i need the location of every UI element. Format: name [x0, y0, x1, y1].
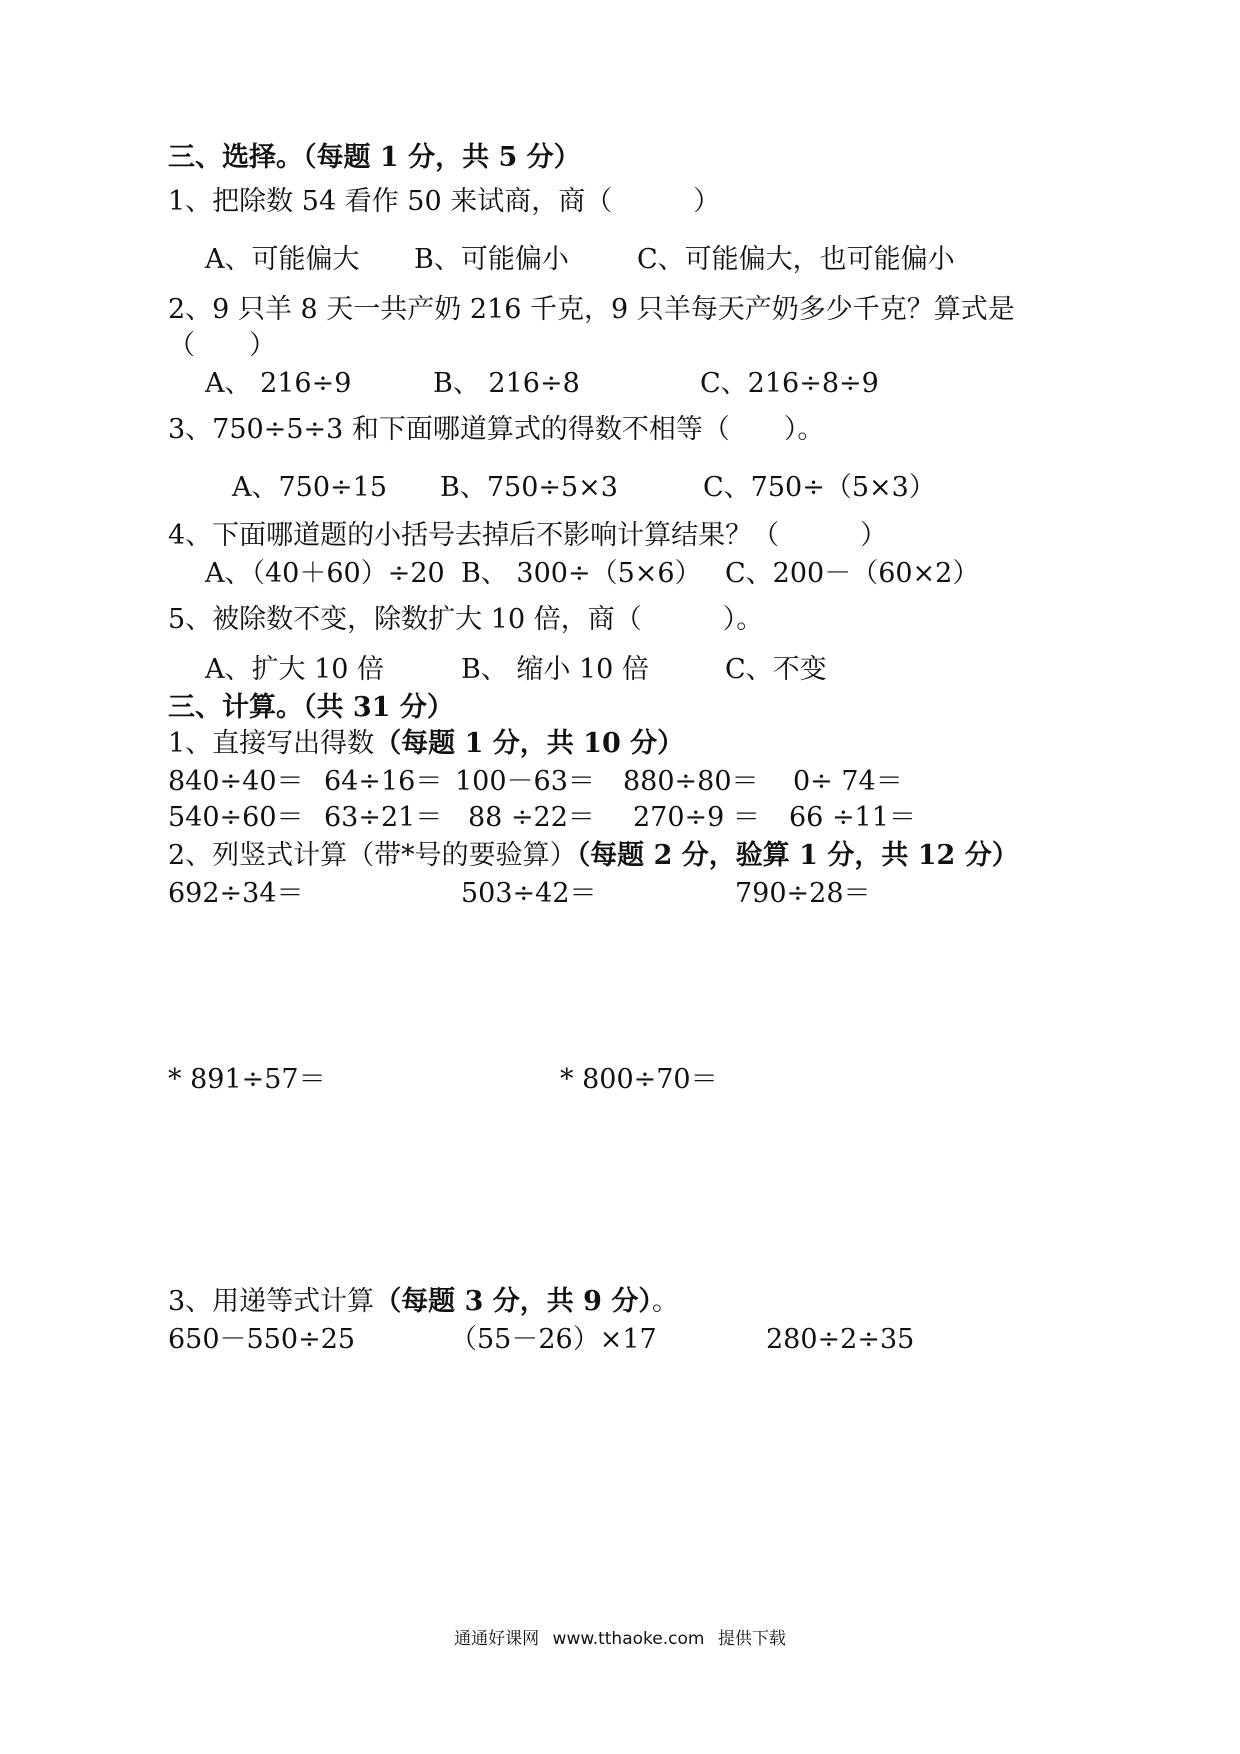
- question-4-stem: 4、下面哪道题的小括号去掉后不影响计算结果？（ ）: [168, 520, 888, 551]
- calc-part2-score: （每题 2 分，验算 1 分，共 12 分）: [576, 840, 1019, 871]
- question-2-option-b: B、 216÷8: [433, 368, 580, 399]
- oral-calc-4: 880÷80＝: [623, 766, 759, 797]
- oral-calc-6: 540÷60＝: [168, 802, 304, 833]
- question-2-option-a: A、 216÷9: [205, 368, 352, 399]
- oral-calc-9: 270÷9 ＝: [633, 802, 760, 833]
- oral-calc-8: 88 ÷22＝: [468, 802, 595, 833]
- calc-part1-score: （每题 1 分，共 10 分）: [374, 728, 685, 759]
- stepwise-calc-3: 280÷2÷35: [766, 1324, 915, 1355]
- question-5-option-b: B、 缩小 10 倍: [461, 654, 649, 685]
- footer-url[interactable]: www.tthaoke.com: [552, 1629, 705, 1649]
- question-1-option-a: A、可能偏大: [205, 244, 360, 275]
- vertical-calc-4-check: * 891÷57＝: [168, 1064, 326, 1095]
- section-choice-score: （每题 1 分，共 5 分）: [303, 142, 581, 173]
- section-choice-heading: [168, 140, 581, 176]
- oral-calc-2: 64÷16＝: [324, 766, 443, 797]
- calc-part3-heading: [168, 1284, 679, 1320]
- oral-calc-7: 63÷21＝: [324, 802, 443, 833]
- oral-calc-1: 840÷40＝: [168, 766, 304, 797]
- footer-site-name: 通通好课网: [454, 1629, 540, 1649]
- section-choice-title: 三、选择。: [168, 142, 303, 173]
- question-3-option-c: C、750÷（5×3）: [703, 472, 936, 503]
- calc-part3-score: （每题 3 分，共 9 分）: [374, 1286, 652, 1317]
- question-5-stem: 5、被除数不变，除数扩大 10 倍，商（ ）。: [168, 604, 764, 635]
- question-2-stem: 2、9 只羊 8 天一共产奶 216 千克，9 只羊每天产奶多少千克？算式是: [168, 294, 1015, 325]
- stepwise-calc-1: 650－550÷25: [168, 1324, 356, 1355]
- calc-part1-label: 1、直接写出得数: [168, 728, 375, 759]
- question-3-option-a: A、750÷15: [232, 472, 388, 503]
- calc-part2-label: 2、列竖式计算（带*号的要验算）: [168, 840, 577, 871]
- calc-part3-tail: 。: [651, 1286, 679, 1317]
- question-1-stem: 1、把除数 54 看作 50 来试商，商（ ）: [168, 186, 721, 217]
- footer: [0, 1627, 1240, 1651]
- calc-part3-label: 3、用递等式计算: [168, 1286, 375, 1317]
- question-4-option-a: A、（40＋60）÷20: [205, 558, 445, 589]
- question-1-option-b: B、可能偏小: [414, 244, 569, 275]
- section-calc-title: 三、计算。（共 31 分）: [168, 692, 454, 723]
- vertical-calc-1: 692÷34＝: [168, 878, 304, 909]
- question-3-stem: 3、750÷5÷3 和下面哪道算式的得数不相等（ ）。: [168, 414, 825, 445]
- vertical-calc-5-check: * 800÷70＝: [560, 1064, 718, 1095]
- question-4-option-c: C、200－（60×2）: [725, 558, 980, 589]
- calc-part1-heading: [168, 726, 684, 762]
- stepwise-calc-2: （55－26）×17: [450, 1324, 657, 1355]
- calc-part2-heading: [168, 838, 1019, 874]
- question-2-stem-cont: （ ）: [168, 330, 276, 361]
- question-1-option-c: C、可能偏大，也可能偏小: [637, 244, 955, 275]
- question-2-option-c: C、216÷8÷9: [700, 368, 879, 399]
- question-4-option-b: B、 300÷（5×6）: [461, 558, 702, 589]
- oral-calc-3: 100－63＝: [455, 766, 595, 797]
- oral-calc-5: 0÷ 74＝: [793, 766, 903, 797]
- question-5-option-a: A、扩大 10 倍: [205, 654, 385, 685]
- vertical-calc-3: 790÷28＝: [735, 878, 871, 909]
- footer-suffix: 提供下载: [717, 1629, 786, 1649]
- question-3-option-b: B、750÷5×3: [440, 472, 618, 503]
- oral-calc-10: 66 ÷11＝: [789, 802, 916, 833]
- question-5-option-c: C、不变: [725, 654, 827, 685]
- vertical-calc-2: 503÷42＝: [461, 878, 597, 909]
